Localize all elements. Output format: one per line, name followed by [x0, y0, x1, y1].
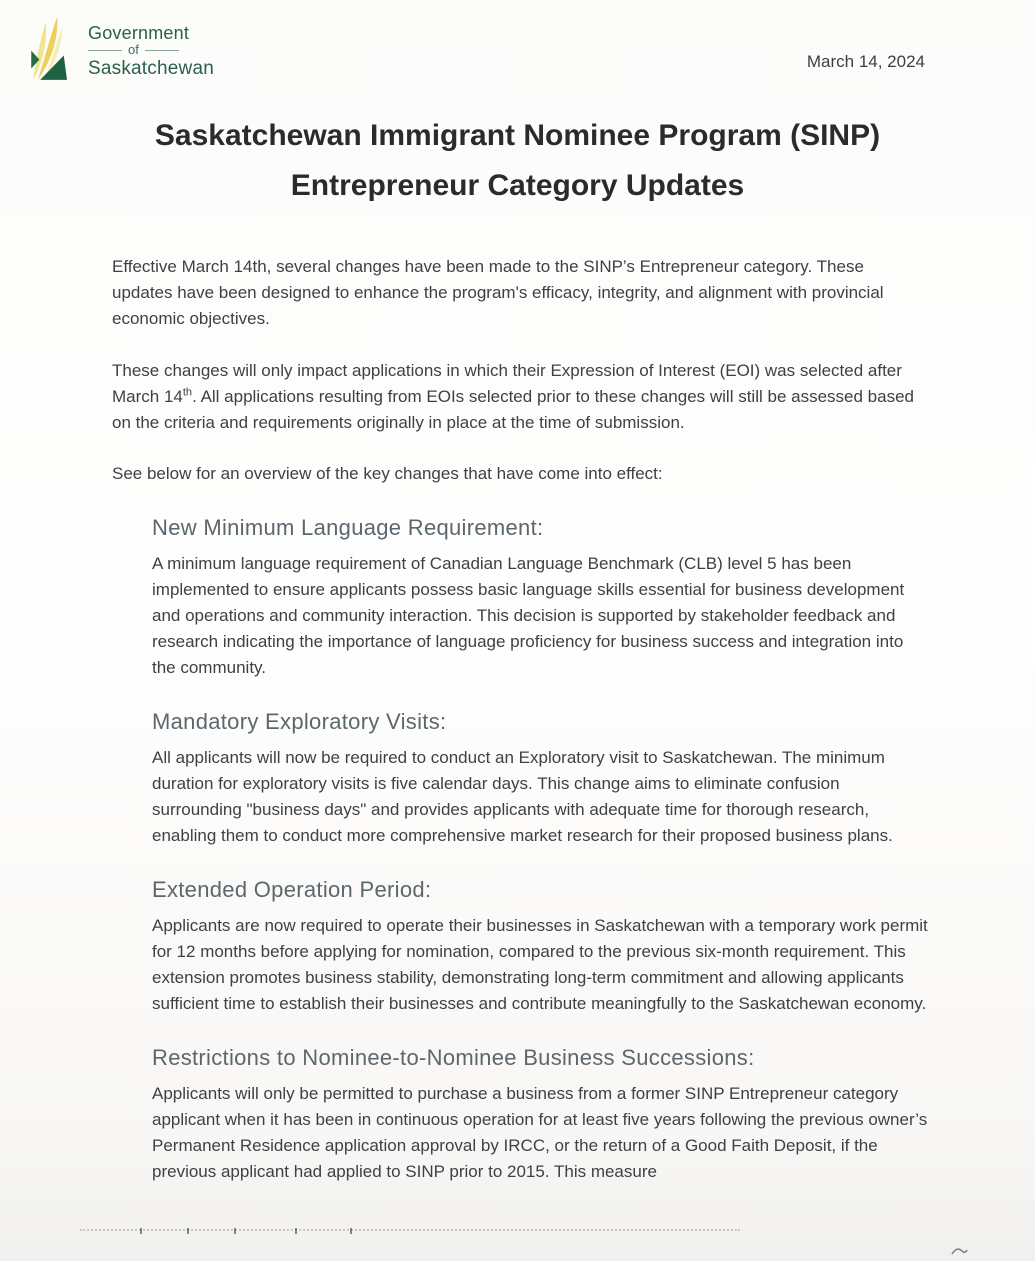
section-body: All applicants will now be required to conduct an Exploratory visit to Saskatchewan. The minimum duration for exploratory visits is five calendar days. This change aims to eliminate confusion surrounding "business days" and provides applicants with adequate time for thorough research, enabling them to conduct more comprehensive market research for their proposed business plans.: [152, 748, 893, 845]
intro-paragraph-eoi: [112, 358, 927, 436]
scan-artifact-tick: [350, 1228, 352, 1234]
intro-block: [112, 254, 927, 487]
section-heading: Extended Operation Period:: [152, 877, 432, 902]
logo-rule-right: [145, 50, 179, 51]
logo-rule-left: [88, 50, 122, 51]
government-of-saskatchewan-logo: [28, 10, 214, 93]
logo-word-saskatchewan: Saskatchewan: [88, 58, 214, 80]
wheat-sheaf-icon: [28, 10, 80, 93]
page-title: [0, 116, 1035, 206]
scan-artifact-tick: [140, 1228, 142, 1234]
scan-artifact-dotted-line: [80, 1229, 740, 1231]
section-exploratory-visits: [152, 707, 930, 849]
scan-artifact-tick: [234, 1228, 236, 1234]
section-language-requirement: [152, 513, 930, 681]
document-date: March 14, 2024: [806, 52, 925, 71]
section-heading: New Minimum Language Requirement:: [152, 515, 544, 540]
section-business-successions: [152, 1043, 930, 1185]
section-heading: Restrictions to Nominee-to-Nominee Business Successions:: [152, 1045, 755, 1070]
page-title-line1: Saskatchewan Immigrant Nominee Program (SINP): [154, 119, 881, 152]
scan-artifact-tick: [295, 1228, 297, 1234]
section-body: A minimum language requirement of Canadian Language Benchmark (CLB) level 5 has been implemented to ensure applicants possess basic language skills essential for business development and operations and community interaction. This decision is supported by stakeholder feedback and research indicating the importance of language proficiency for business success and integration into the community.: [152, 554, 905, 677]
paragraph-text: These changes will only impact applications in which their Expression of Interest (EOI) was selected after March 14: [112, 361, 902, 406]
paragraph-text: . All applications resulting from EOIs selected prior to these changes will still be assessed based on the criteria and requirements originally in place at the time of submission.: [112, 387, 914, 432]
section-body: Applicants are now required to operate their businesses in Saskatchewan with a temporary work permit for 12 months before applying for nomination, compared to the previous six-month requirement. This extension promotes business stability, demonstrating long-term commitment and allowing applicants sufficient time to establish their businesses and contribute meaningfully to the Saskatchewan economy.: [152, 916, 928, 1013]
logo-wordmark: [88, 23, 214, 80]
superscript-th: th: [182, 386, 193, 399]
section-operation-period: [152, 875, 930, 1017]
intro-paragraph-effective: Effective March 14th, several changes have been made to the SINP’s Entrepreneur category. These updates have been designed to enhance the program's efficacy, integrity, and alignment with provincial economic objectives.: [112, 257, 884, 328]
page-title-line2: Entrepreneur Category Updates: [290, 169, 745, 202]
scan-artifact-tick: [187, 1228, 189, 1234]
section-heading: Mandatory Exploratory Visits:: [152, 709, 447, 734]
logo-word-of: of: [88, 43, 214, 58]
logo-word-government: Government: [88, 22, 190, 43]
intro-paragraph-overview: See below for an overview of the key changes that have come into effect:: [112, 464, 663, 483]
scan-artifact-curl: [950, 1244, 968, 1261]
section-body: Applicants will only be permitted to purchase a business from a former SINP Entrepreneur category applicant when it has been in continuous operation for at least five years following the previous owner’s Permanent Residence application approval by IRCC, or the return of a Good Faith Deposit, if the previous applicant had applied to SINP prior to 2015. This measure: [152, 1084, 928, 1181]
